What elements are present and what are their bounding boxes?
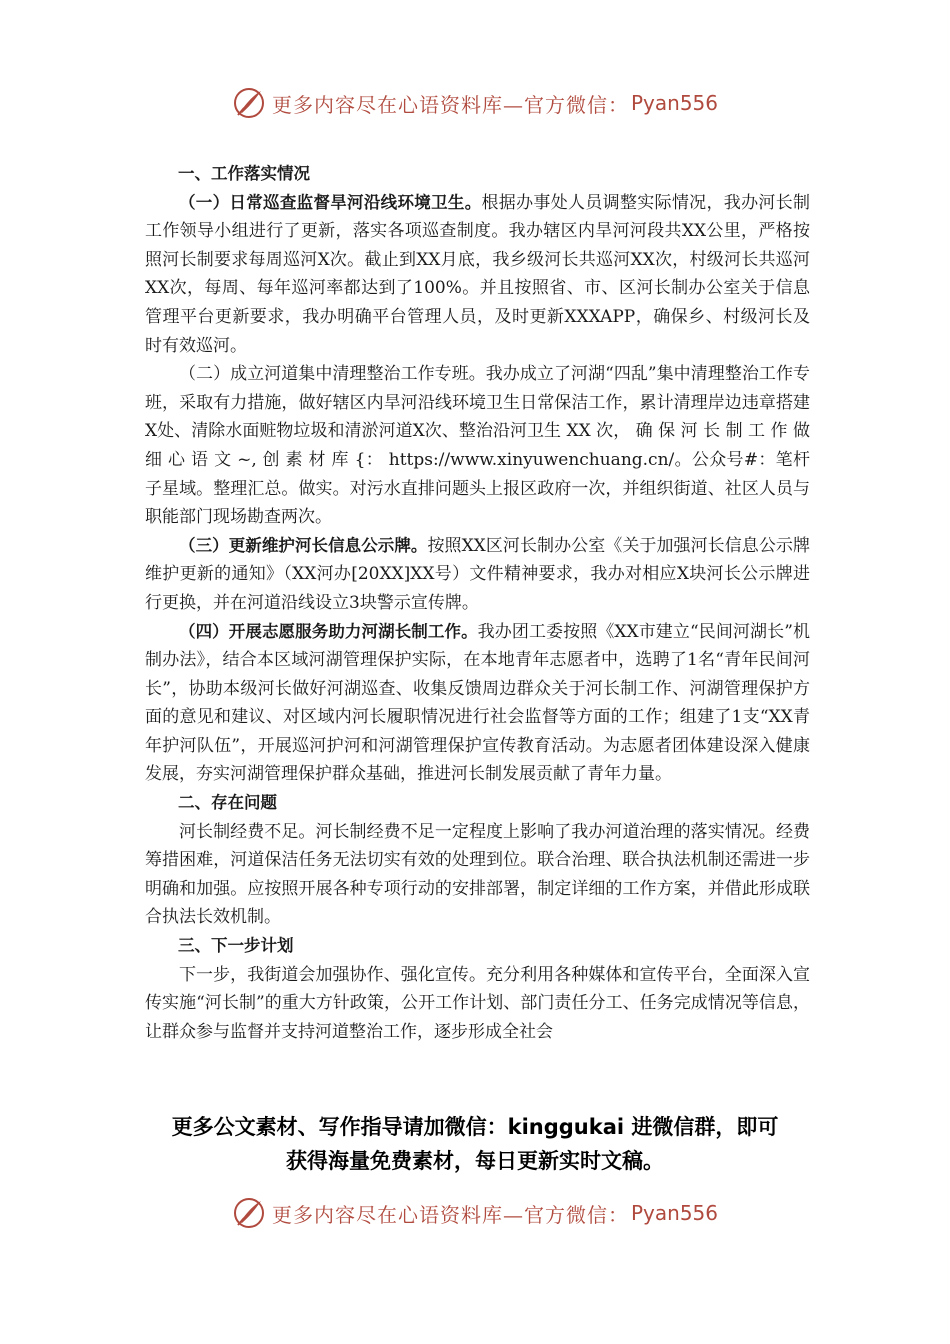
- watermark-text: 更多内容尽在心语资料库—官方微信：: [271, 1202, 629, 1227]
- paragraph: 下一步，我街道会加强协作、强化宣传。充分利用各种媒体和宣传平台，全面深入宣传实施“河长制”的重大方针政策，公开工作计划、部门责任分工、任务完成情况等信息，让群众参与监督并支持河道整治工作，逐步形成全社会: [145, 964, 810, 1042]
- watermark-header: [0, 83, 950, 123]
- paragraph: [145, 618, 810, 790]
- paragraph: （二）成立河道集中清理整治工作专班。我办成立了河湖“四乱”集中清理整治工作专班，采取有力措施，做好辖区内旱河沿线环境卫生日常保洁工作，累计清理岸边违章搭建X处、清除水面赃物垃圾和清淤河道X次、整治沿河卫生 XX 次， 确 保 河 长 制 工 作 做 细 心 语 文 ~, 创 素 材 库 {： https://www.xinyuwenchuang.cn/。公众号#：笔杆子星域。整理汇总。做实。对污水直排问题头上报区政府一次，并组织街道、社区人员与职能部门现场勘查两次。: [145, 364, 810, 528]
- quill-logo-icon: [232, 86, 266, 120]
- paragraph-subtitle: （四）开展志愿服务助力河湖长制工作。: [179, 621, 478, 641]
- watermark-text: 更多内容尽在心语资料库—官方微信：: [271, 92, 629, 117]
- paragraph: [145, 532, 810, 618]
- section-title: 二、存在问题: [178, 793, 277, 813]
- promo-line: 更多公文素材、写作指导请加微信：kinggukai 进微信群，即可: [171, 1115, 779, 1139]
- watermark-handle: Pyan556: [630, 91, 718, 115]
- promo-banner: [0, 1110, 950, 1178]
- paragraph-text: 根据办事处人员调整实际情况，我办河长制工作领导小组进行了更新，落实各项巡查制度。我办辖区内旱河河段共XX公里，严格按照河长制要求每周巡河X次。截止到XX月底，我乡级河长共巡河XX次，村级河长共巡河XX次，每周、每年巡河率都达到了100%。并且按照省、市、区河长制办公室关于信息管理平台更新要求，我办明确平台管理人员，及时更新XXXAPP，确保乡、村级河长及时有效巡河。: [145, 192, 810, 356]
- watermark-footer: [0, 1193, 950, 1233]
- paragraph-text: 我办团工委按照《XX市建立“民间河湖长”机制办法》，结合本区域河湖管理保护实际，在本地青年志愿者中，选聘了1名“青年民间河长”，协助本级河长做好河湖巡查、收集反馈周边群众关于河长制工作、河湖管理保护方面的意见和建议、对区域内河长履职情况进行社会监督等方面的工作；组建了1支“XX青年护河队伍”，开展巡河护河和河湖管理保护宣传教育活动。为志愿者团体建设深入健康发展，夯实河湖管理保护群众基础，推进河长制发展贡献了青年力量。: [145, 621, 811, 785]
- section-title: 一、工作落实情况: [178, 164, 310, 183]
- promo-line: 获得海量免费素材，每日更新实时文稿。: [286, 1149, 664, 1173]
- watermark-handle: Pyan556: [630, 1201, 718, 1225]
- document-body: [145, 160, 810, 1046]
- section-title: 三、下一步计划: [178, 936, 294, 956]
- paragraph-subtitle: （一）日常巡查监督旱河沿线环境卫生。: [179, 192, 482, 212]
- paragraph-subtitle: （三）更新维护河长信息公示牌。: [179, 535, 428, 555]
- paragraph: 河长制经费不足。河长制经费不足一定程度上影响了我办河道治理的落实情况。经费筹措困难，河道保洁任务无法切实有效的处理到位。联合治理、联合执法机制还需进一步明确和加强。应按照开展各种专项行动的安排部署，制定详细的工作方案，并借此形成联合执法长效机制。: [145, 821, 810, 928]
- paragraph-text: 按照XX区河长制办公室《关于加强河长信息公示牌维护更新的通知》（XX河办[20XX]XX号）文件精神要求，我办对相应X块河长公示牌进行更换，并在河道沿线设立3块警示宣传牌。: [145, 535, 810, 613]
- paragraph: [145, 189, 810, 361]
- quill-logo-icon: [232, 1196, 266, 1230]
